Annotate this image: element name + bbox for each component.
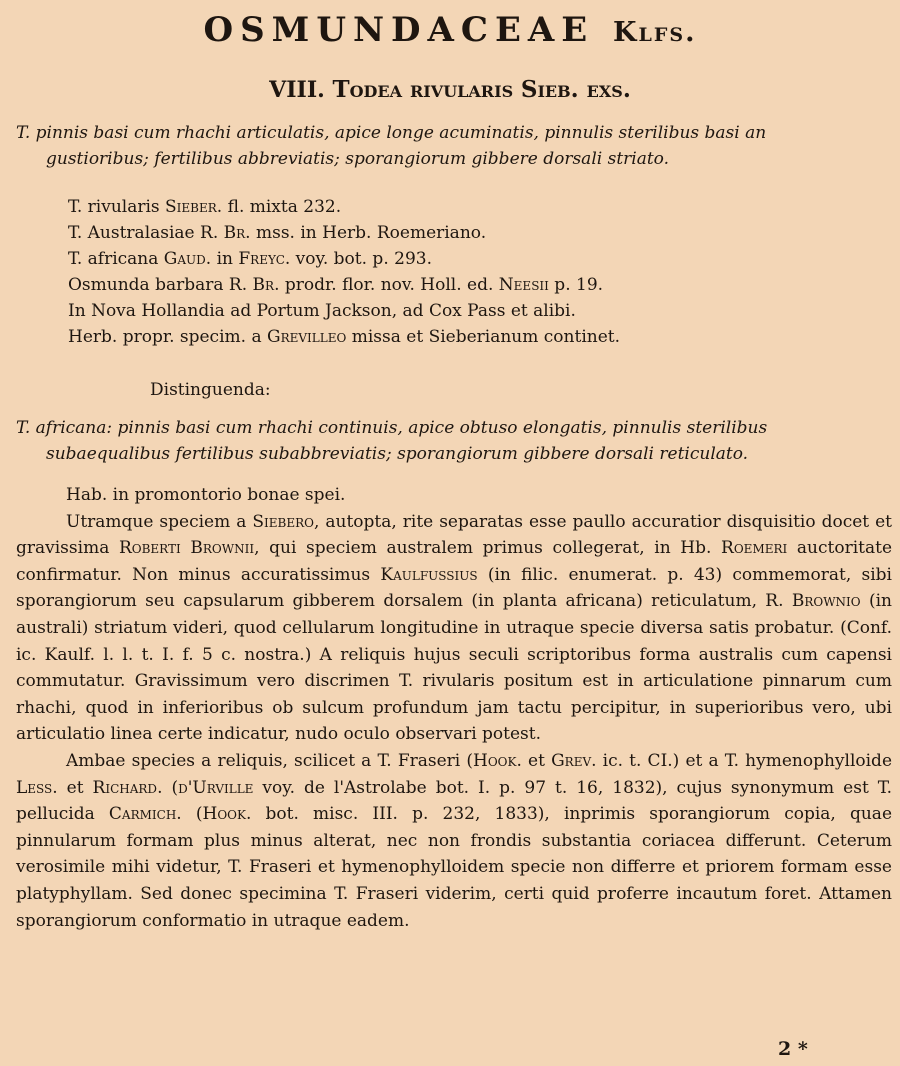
diagnosis-line-2: gustioribus; fertilibus abbreviatis; sporangiorum gibbere dorsali striato. — [46, 149, 670, 169]
habitat-line: Hab. in promontorio bonae spei. — [66, 485, 346, 505]
family-name: OSMUNDACEAE — [203, 10, 595, 50]
family-title — [0, 10, 900, 53]
species-author: Sieb. exs. — [520, 76, 631, 103]
diagnosis2-line-1: T. africana: pinnis basi cum rhachi continuis, apice obtuso elongatis, pinnulis sterilibus — [16, 418, 768, 438]
paragraph-2: Ambae species a reliquis, scilicet a T. Fraseri (Hook. et Grev. ic. t. CI.) et a T. hymenophylloide Less. et Richard. (d'Urville voy. de l'Astrolabe bot. I. p. 97 t. 16, 1832), cujus synonymum est T. pellucida Carmich. (Hook. bot. misc. III. p. 232, 1833), inprimis sporangiorum copia, quae pinnularum formam plus minus alterat, nec non frondis substantia coriacea differunt. Ceterum verosimile mihi videtur, T. Fraseri et hymenophylloidem specie non differre et priorem formam esse platyphyllam. Sed donec specimina T. Fraseri viderim, certi quid proferre incautum foret. Attamen sporangiorum conformatio in utraque eadem. — [16, 750, 893, 931]
diagnosis2-line-2: subaequalibus fertilibus subabbreviatis; sporangiorum gibbere dorsali reticulato. — [46, 444, 749, 464]
synonym-item: Osmunda barbara R. Br. prodr. flor. nov. Holl. ed. Neesii p. 19. — [68, 275, 604, 295]
synonym-list — [68, 194, 888, 350]
species-number: VIII. — [269, 77, 325, 103]
species-name: Todea rivularis — [332, 76, 514, 103]
diagnosis — [16, 120, 896, 172]
body-text — [16, 482, 892, 934]
paragraph-1: Utramque speciem a Siebero, autopta, rite separatas esse paullo accuratior disquisitio docet et gravissima Roberti Brownii, qui speciem australem primus collegerat, in Hb. Roemeri auctoritate confirmatur. Non minus accuratissimus Kaulfussius (in filic. enumerat. p. 43) commemorat, sibi sporangiorum seu capsularum gibberem dorsalem (in planta africana) reticulatum, R. Brownio (in australi) striatum videri, quod cellularum longitudine in utraque specie diversa satis probatur. (Conf. ic. Kaulf. l. l. t. I. f. 5 c. nostra.) A reliquis hujus seculi scriptoribus forma australis cum capensi commutatur. Gravissimum vero discrimen T. rivularis positum est in articulatione pinnarum cum rhachi, quod in inferioribus ob sulcum profundum jam tactu percipitur, in superioribus vero, ubi articulatio linea certe indicatur, nudo oculo observari potest. — [16, 511, 893, 745]
synonym-item: T. Australasiae R. Br. mss. in Herb. Roemeriano. — [68, 223, 487, 243]
family-author: Klfs. — [613, 17, 697, 48]
distinguenda-heading: Distinguenda: — [150, 380, 271, 400]
diagnosis-line-1: T. pinnis basi cum rhachi articulatis, apice longe acuminatis, pinnulis sterilibus basi an — [16, 123, 767, 143]
species-heading — [0, 76, 900, 104]
diagnosis-africana — [16, 415, 896, 467]
page-number: 2 * — [778, 1038, 808, 1060]
synonym-item: T. africana Gaud. in Freyc. voy. bot. p. 293. — [68, 249, 432, 269]
synonym-item: In Nova Hollandia ad Portum Jackson, ad Cox Pass et alibi. — [68, 301, 576, 321]
synonym-item: Herb. propr. specim. a Grevilleo missa et Sieberianum continet. — [68, 327, 620, 347]
synonym-item: T. rivularis Sieber. fl. mixta 232. — [68, 197, 342, 217]
